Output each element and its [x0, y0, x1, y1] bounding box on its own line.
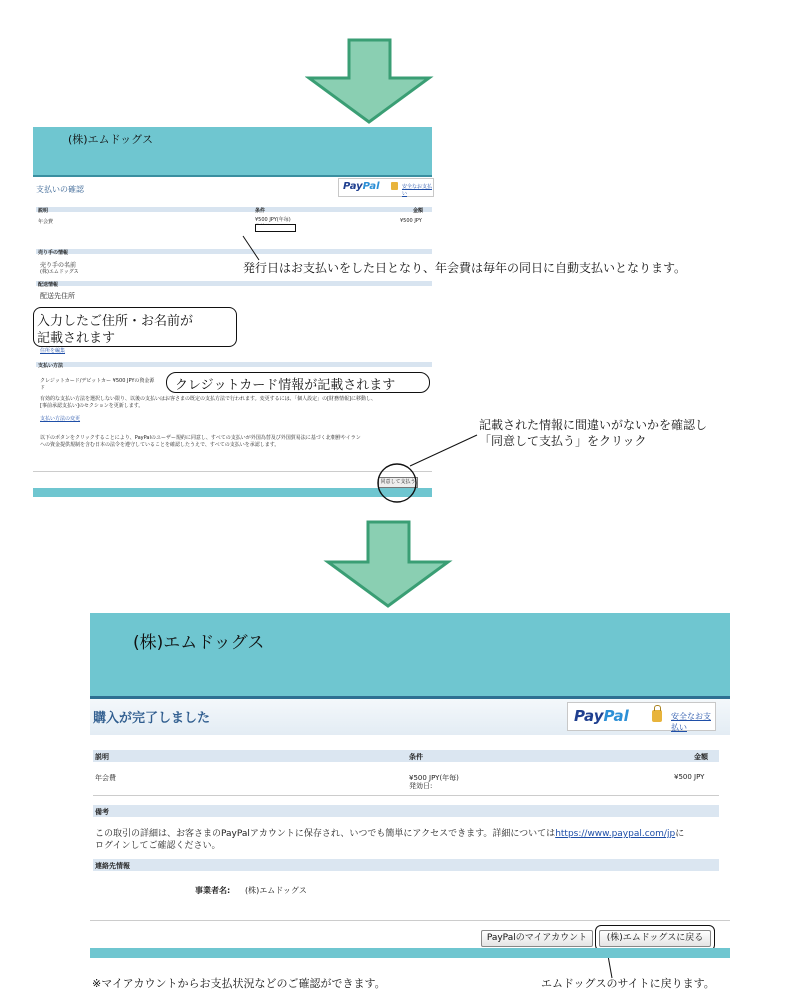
card-note: クレジットカード情報が記載されます: [175, 378, 396, 393]
footer-bar: [90, 948, 730, 958]
contact-bar: [93, 859, 719, 871]
shop-header: [90, 613, 730, 699]
row-terms: ¥500 JPY(年毎): [255, 217, 291, 223]
edit-address-link[interactable]: 住所を編集: [40, 348, 66, 354]
col-terms-header: 条件: [255, 208, 266, 214]
address-note-line1: 入力したご住所・お名前が: [37, 314, 194, 329]
paypal-logo: PayPal: [343, 181, 380, 192]
payment-policy-line2: [事前承認支払い]のセクションを更新します。: [40, 403, 144, 409]
payment-heading: 支払い方法: [38, 363, 64, 369]
seller-name-value: (株)エムドッグス: [40, 269, 79, 275]
agree-and-pay-button[interactable]: 同意して支払う: [378, 477, 418, 488]
payment-policy-line1: 有効的な支払い方法を選択しない限り、以後の支払いはお客さまの既定の支払方法で行われます。変更するには、「個人設定」の[財務情報]に移動し、: [40, 396, 377, 402]
issue-date-note: 発行日はお支払いをした日となり、年会費は毎年の同日に自動支払いとなります。: [243, 261, 687, 275]
notes-bar: [93, 805, 719, 817]
confirm-note-line1: 記載された情報に間違いがないかを確認し: [479, 418, 708, 432]
paypal-url-link[interactable]: https://www.paypal.com/jp: [555, 829, 676, 839]
page-title: 購入が完了しました: [93, 711, 211, 726]
col-desc-header: 説明: [95, 753, 109, 761]
shipping-heading: 配送情報: [38, 282, 59, 288]
down-arrow-icon: [322, 520, 490, 608]
card-callout: [166, 372, 430, 393]
row-amount: ¥500 JPY: [400, 218, 422, 224]
secure-payment-link[interactable]: 安全なお支払い: [402, 184, 433, 197]
agreement-line2: への資金提供規制を含む日本の法令を遵守していることを確認したうえで、すべての支払いを承認します。: [40, 442, 280, 448]
paypal-logo: PayPal: [574, 707, 629, 725]
shipping-address-label: 配送先住所: [40, 292, 75, 300]
notes-heading: 備考: [95, 808, 109, 816]
secure-payment-link[interactable]: 安全なお支払い: [671, 712, 711, 732]
notes-line1: この取引の詳細は、お客さまのPayPalアカウントに保存され、いつでも簡単にアクセスできます。詳細についてはhttps://www.paypal.com/jpに: [95, 829, 685, 839]
col-desc-header: 説明: [38, 208, 49, 214]
page-title: 支払いの確認: [36, 185, 84, 194]
row-terms: ¥500 JPY(年毎): [409, 774, 459, 782]
payment-source-line-tail: ド: [40, 385, 46, 391]
purchase-complete-screen: [90, 613, 730, 958]
table-header-bar: [93, 750, 719, 762]
shop-name: (株)エムドッグス: [68, 133, 154, 146]
col-amount-header: 金額: [413, 208, 424, 214]
return-to-shop-button[interactable]: (株)エムドッグスに戻る: [599, 930, 711, 947]
divider: [93, 795, 719, 796]
row-effective-date: 発効日:: [409, 782, 433, 790]
paypal-secure-badge: [567, 702, 716, 731]
confirm-note-line2: 「同意して支払う」をクリック: [479, 434, 647, 448]
payment-source-line: クレジットカード/デビットカー ¥500 JPYの資金源: [40, 378, 155, 384]
col-terms-header: 条件: [409, 753, 423, 761]
change-payment-link[interactable]: 支払い方法の変更: [40, 416, 81, 422]
shop-name: (株)エムドッグス: [133, 633, 265, 653]
divider: [90, 920, 730, 921]
seller-name-label: 売り手の名前: [40, 262, 77, 269]
row-desc: 年会費: [95, 774, 116, 782]
merchant-label: 事業者名:: [195, 886, 231, 895]
merchant-value: (株)エムドッグス: [245, 886, 307, 895]
seller-info-heading: 売り手の情報: [38, 250, 69, 256]
col-amount-header: 金額: [694, 753, 708, 761]
contact-heading: 連絡先情報: [95, 862, 130, 870]
lock-icon: [652, 710, 662, 722]
bottom-note-left: ※マイアカウントからお支払状況などのご確認ができます。: [92, 977, 386, 990]
row-desc: 年会費: [38, 219, 54, 225]
row-amount: ¥500 JPY: [674, 773, 705, 781]
paypal-my-account-button[interactable]: PayPalのマイアカウント: [481, 930, 593, 947]
bottom-note-right: エムドッグスのサイトに戻ります。: [541, 977, 715, 990]
notes-line2: ログインしてご確認ください。: [95, 841, 221, 851]
address-callout: [33, 307, 237, 347]
agreement-line1: 以下のボタンをクリックすることにより、PayPalのユーザー規約に同意し、すべての支払いが外国為替及び外国貿易法に基づく北朝鮮やイラン: [40, 435, 361, 441]
address-note-line2: 記載されます: [37, 331, 116, 346]
